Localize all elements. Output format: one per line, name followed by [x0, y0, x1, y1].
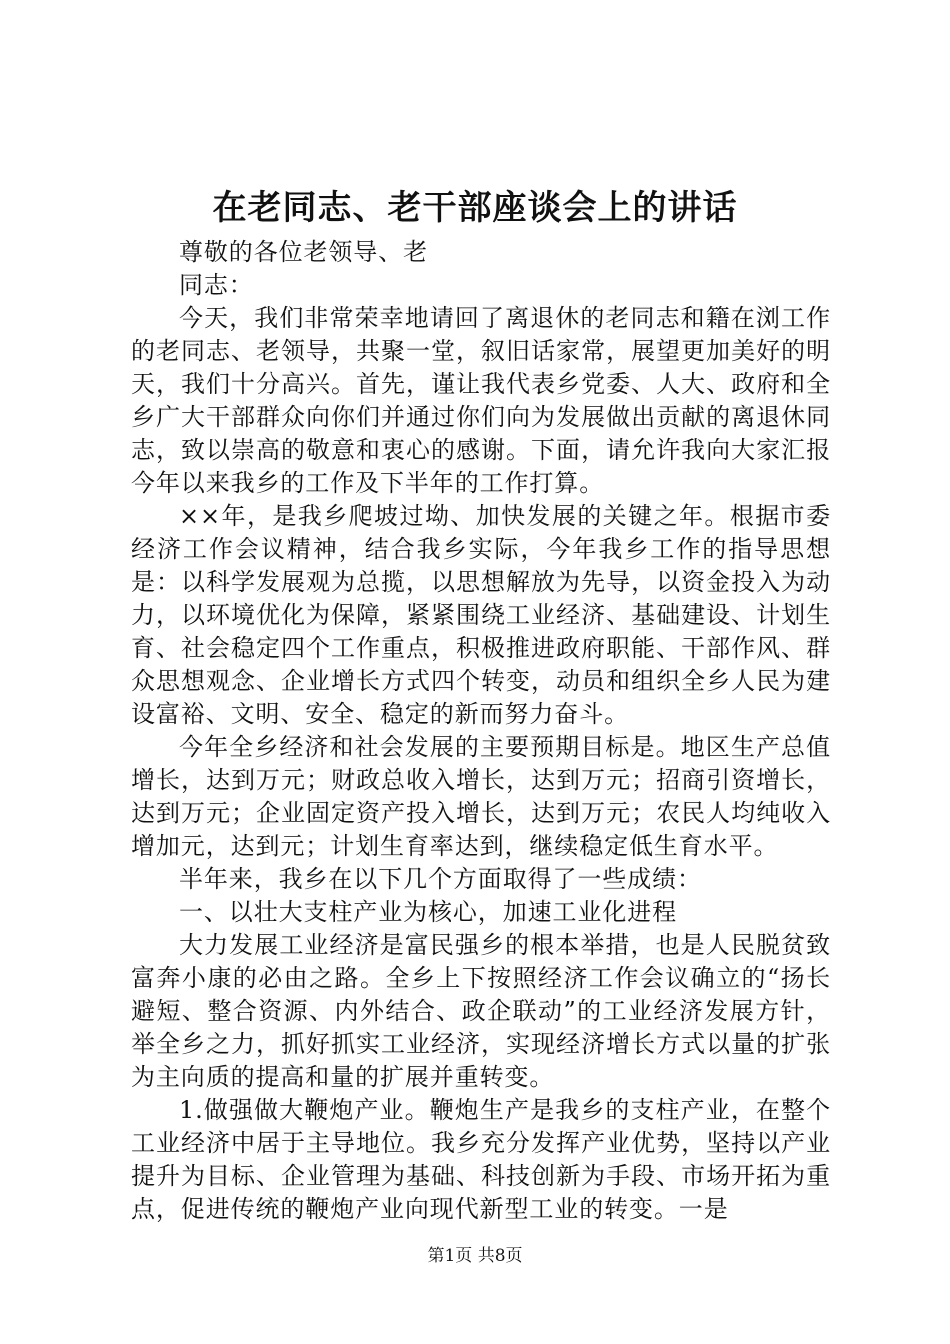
page-footer: 第1页 共8页: [427, 1246, 523, 1266]
greeting-line-1: 尊敬的各位老领导、老: [179, 238, 428, 266]
document-body: [131, 236, 831, 1226]
paragraph-annual-targets: 今年全乡经济和社会发展的主要预期目标是。地区生产总值增长，达到万元；财政总收入增长，达到万元；招商引资增长，达到万元；企业固定资产投入增长，达到万元；农民人均纯收入增加元，达到元；计划生育率达到，继续稳定低生育水平。: [131, 733, 831, 860]
section-heading-1: 一、以壮大支柱产业为核心，加速工业化进程: [179, 898, 677, 926]
paragraph-firecracker-industry: 1.做强做大鞭炮产业。鞭炮生产是我乡的支柱产业，在整个工业经济中居于主导地位。我乡充分发挥产业优势，坚持以产业提升为目标、企业管理为基础、科技创新为手段、市场开拓为重点，促进传统的鞭炮产业向现代新型工业的转变。一是: [131, 1096, 831, 1223]
paragraph-achievements-intro: 半年来，我乡在以下几个方面取得了一些成绩：: [179, 865, 702, 893]
page-title: 在老同志、老干部座谈会上的讲话: [212, 188, 738, 228]
greeting-line-2: 同志：: [179, 271, 254, 299]
paragraph-opening: 今天，我们非常荣幸地请回了离退休的老同志和籍在浏工作的老同志、老领导，共聚一堂，叙旧话家常，展望更加美好的明天，我们十分高兴。首先，谨让我代表乡党委、人大、政府和全乡广大干部群众向你们并通过你们向为发展做出贡献的离退休同志，致以崇高的敬意和衷心的感谢。下面，请允许我向大家汇报今年以来我乡的工作及下半年的工作打算。: [131, 304, 831, 497]
paragraph-guiding-ideology: ××年，是我乡爬坡过坳、加快发展的关键之年。根据市委经济工作会议精神，结合我乡实际，今年我乡工作的指导思想是：以科学发展观为总揽，以思想解放为先导，以资金投入为动力，以环境优化为保障，紧紧围绕工业经济、基础建设、计划生育、社会稳定四个工作重点，积极推进政府职能、干部作风、群众思想观念、企业增长方式四个转变，动员和组织全乡人民为建设富裕、文明、安全、稳定的新而努力奋斗。: [131, 502, 831, 728]
paragraph-industrial-economy: 大力发展工业经济是富民强乡的根本举措，也是人民脱贫致富奔小康的必由之路。全乡上下按照经济工作会议确立的“扬长避短、整合资源、内外结合、政企联动”的工业经济发展方针，举全乡之力，抓好抓实工业经济，实现经济增长方式以量的扩张为主向质的提高和量的扩展并重转变。: [131, 931, 831, 1091]
